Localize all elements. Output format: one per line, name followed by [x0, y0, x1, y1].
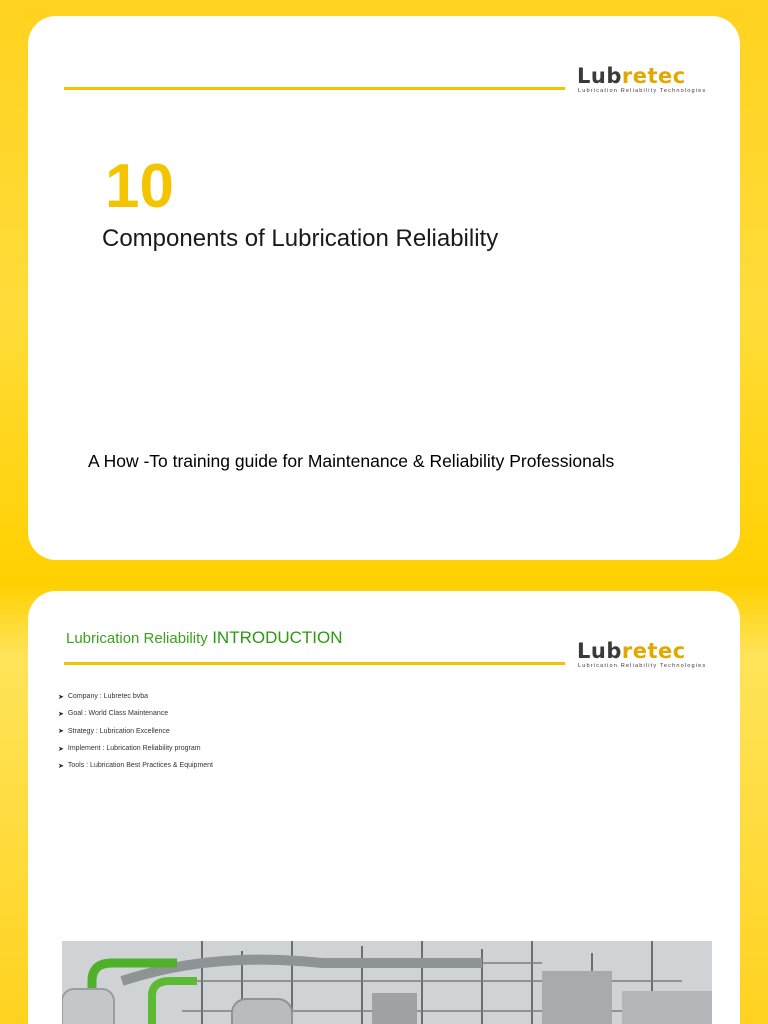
slide-subtitle: Components of Lubrication Reliability: [102, 225, 499, 252]
list-item: [58, 723, 213, 740]
bullet-text: Goal : World Class Maintenance: [67, 710, 169, 718]
slide-tagline: A How -To training guide for Maintenance & Reliability Professionals: [88, 451, 615, 471]
logo-word-dark: Lub: [577, 64, 622, 88]
plant-illustration: [62, 941, 712, 1024]
header-rule: [64, 87, 565, 90]
arrow-right-icon: ➤: [58, 710, 64, 718]
lubretec-logo: [577, 64, 707, 104]
logo-word-gold: retec: [621, 64, 686, 88]
intro-heading-part2: INTRODUCTION: [212, 628, 343, 647]
header-rule: [64, 662, 565, 665]
arrow-right-icon: ➤: [58, 693, 64, 701]
logo-word-gold: retec: [621, 639, 686, 663]
industrial-plant-photo: [62, 941, 712, 1024]
intro-heading: [66, 627, 343, 650]
slide-number-title: 10: [105, 152, 174, 221]
introduction-slide: [28, 591, 740, 1024]
lubretec-logo: [577, 639, 707, 679]
bullet-text: Tools : Lubrication Best Practices & Equipment: [67, 762, 214, 770]
title-slide: [28, 16, 740, 560]
logo-tagline: Lubrication Reliability Technologies: [578, 88, 707, 94]
list-item: [58, 705, 213, 722]
logo-word-dark: Lub: [577, 639, 622, 663]
bullet-text: Company : Lubretec bvba: [67, 693, 149, 701]
list-item: [58, 688, 213, 705]
intro-bullet-list: [58, 688, 213, 774]
list-item: [58, 740, 213, 757]
arrow-right-icon: ➤: [58, 762, 64, 770]
logo-tagline: Lubrication Reliability Technologies: [578, 663, 707, 669]
arrow-right-icon: ➤: [58, 745, 64, 753]
list-item: [58, 757, 213, 774]
bullet-text: Implement : Lubrication Reliability program: [67, 745, 201, 753]
bullet-text: Strategy : Lubrication Excellence: [67, 727, 170, 735]
arrow-right-icon: ➤: [58, 728, 64, 736]
intro-heading-part1: Lubrication Reliability: [66, 630, 208, 647]
